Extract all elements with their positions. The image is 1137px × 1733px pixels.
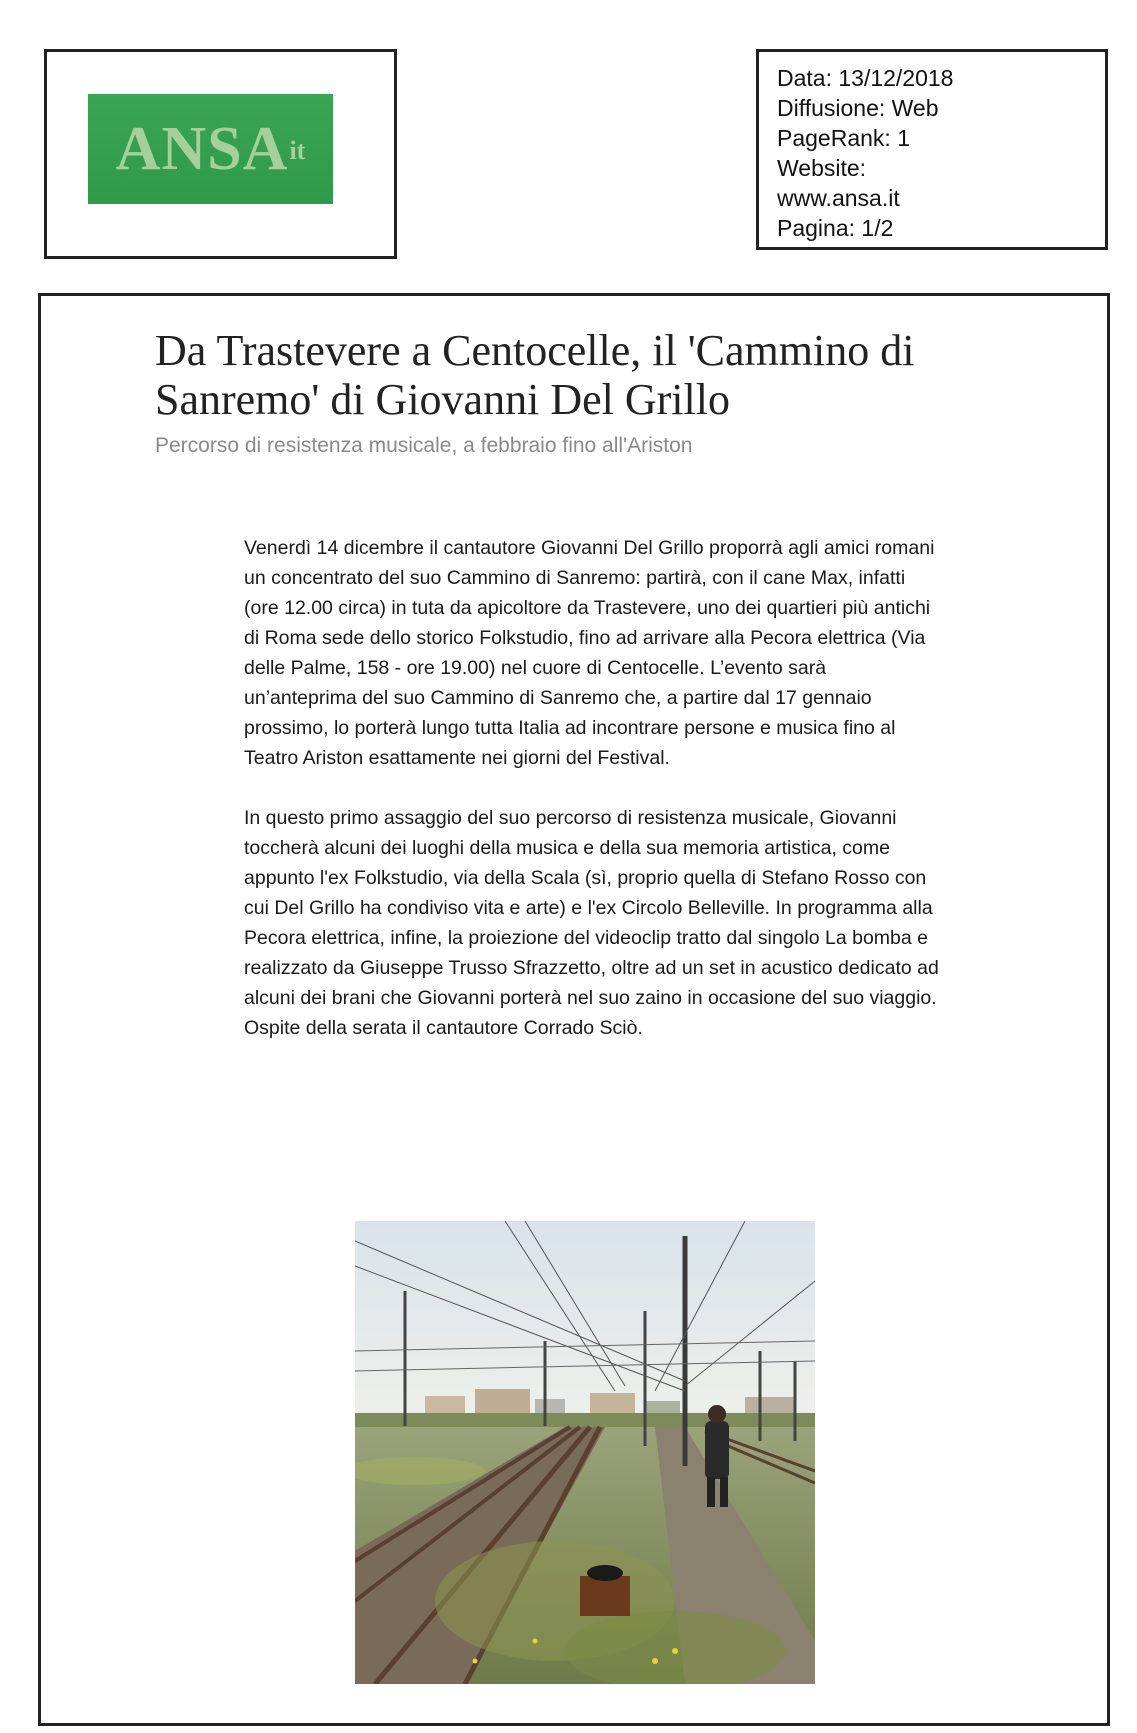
meta-date: Data: 13/12/2018 [777, 65, 954, 91]
article-photo [355, 1221, 815, 1684]
logo-suffix: it [289, 136, 306, 165]
railway-photo-illustration [355, 1221, 815, 1684]
ansa-logo [88, 94, 333, 204]
meta-pagerank: PageRank: 1 [777, 125, 910, 151]
publication-meta-box [756, 49, 1108, 250]
article-title: Da Trastevere a Centocelle, il 'Cammino di Sanremo' di Giovanni Del Grillo [155, 326, 915, 424]
article-paragraph: In questo primo assaggio del suo percorso di resistenza musicale, Giovanni toccherà alcuni dei luoghi della musica e della sua memoria artistica, come appunto l'ex Folkstudio, via della Scala (sì, proprio quella di Stefano Rosso con cui Del Grillo ha condiviso vita e arte) e l'ex Circolo Belleville. In programma alla Pecora elettrica, infine, la proiezione del videoclip tratto dal singolo La bomba e realizzato da Giuseppe Trusso Sfrazzetto, oltre ad un set in acustico dedicato ad alcuni dei brani che Giovanni porterà nel suo zaino in occasione del suo viaggio. Ospite della serata il cantautore Corrado Sciò. [244, 807, 939, 1039]
meta-website-url: www.ansa.it [777, 185, 900, 211]
meta-website-label: Website: [777, 155, 867, 181]
article-panel [38, 293, 1110, 1726]
meta-diffusione: Diffusione: Web [777, 95, 939, 121]
article-subtitle: Percorso di resistenza musicale, a febbraio fino all'Ariston [155, 434, 693, 457]
logo-panel [44, 49, 397, 259]
article-paragraph: Venerdì 14 dicembre il cantautore Giovanni Del Grillo proporrà agli amici romani un concentrato del suo Cammino di Sanremo: partirà, con il cane Max, infatti (ore 12.00 circa) in tuta da apicoltore da Trastevere, uno dei quartieri più antichi di Roma sede dello storico Folkstudio, fino ad arrivare alla Pecora elettrica (Via delle Palme, 158 - ore 19.00) nel cuore di Centocelle. L’evento sarà un’anteprima del suo Cammino di Sanremo che, a partire dal 17 gennaio prossimo, lo porterà lungo tutta Italia ad incontrare persone e musica fino al Teatro Ariston esattamente nei giorni del Festival. [244, 537, 935, 769]
meta-pagina: Pagina: 1/2 [777, 215, 894, 241]
article-body [244, 533, 944, 1073]
logo-text: ANSA [115, 114, 289, 183]
